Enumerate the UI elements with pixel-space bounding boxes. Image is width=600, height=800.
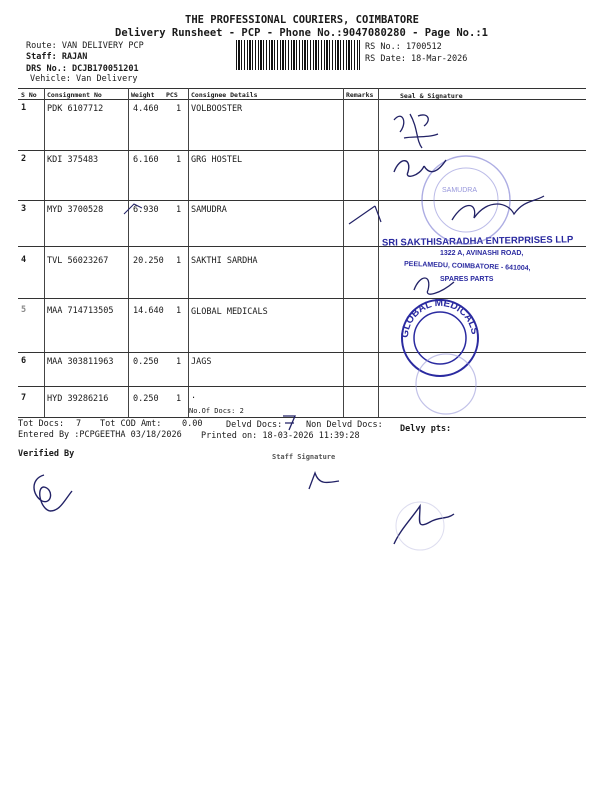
signature-row2 [390,150,450,185]
col-divider [378,88,379,418]
svg-text:GLOBAL MEDICALS [400,298,480,339]
staff-signature-label: Staff Signature [272,453,336,461]
signature-row4 [410,270,460,300]
remark-mark-row3 [345,200,385,230]
col-header-weight: Weight [131,91,155,99]
row2-weight: 6.160 [133,155,159,165]
delvd-docs-label: Delvd Docs: [226,420,283,430]
col-header-consignee: Consignee Details [191,91,258,99]
stamp-address-line1: 1322 A, AVINASHI ROAD, [440,250,524,257]
row-rule [18,298,586,299]
rs-number: RS No.: 1700512 [365,42,442,52]
entered-by: Entered By :PCPGEETHA 03/18/2026 [18,430,182,440]
weight-check-mark [120,198,150,218]
global-medicals-round-stamp [390,298,500,408]
tot-docs-value: 7 [76,419,82,429]
row5-consignment: MAA 714713505 [47,306,114,316]
tot-docs-label: Tot Docs: [18,419,65,429]
table-bottom-rule [18,417,586,418]
signature-row1 [388,108,448,153]
row5-consignee: GLOBAL MEDICALS [191,307,268,317]
row6-consignee: JAGS [191,357,212,367]
vehicle-label: Vehicle: Van Delivery [30,74,138,84]
stamp-address-line2: PEELAMEDU, COIMBATORE - 641004, [403,260,531,273]
row7-pcs: 1 [176,394,182,404]
row7-consignment: HYD 39286216 [47,394,109,404]
row-rule [18,386,586,387]
delivery-signature [390,500,460,550]
stamp-company-name: SRI SAKTHISARADHA ENTERPRISES LLP [381,234,574,249]
row1-weight: 4.460 [133,104,159,114]
col-header-consignment: Consignment No [47,91,102,99]
col-divider [343,88,344,418]
row7-weight: 0.250 [133,394,159,404]
row3-consignment: MYD 3700528 [47,205,104,215]
row2-pcs: 1 [176,155,182,165]
row3-pcs: 1 [176,205,182,215]
row6-weight: 0.250 [133,357,159,367]
table-top-rule [18,88,586,89]
row4-weight: 20.250 [133,256,164,266]
row3-weight: 6.930 [133,205,159,215]
row2-sno: 2 [21,154,27,164]
col-divider [188,88,189,418]
barcode [236,40,360,70]
row3-sno: 3 [21,204,27,214]
row4-pcs: 1 [176,256,182,266]
row7-sno: 7 [21,393,27,403]
row1-consignment: PDK 6107712 [47,104,104,114]
row5-pcs: 1 [176,306,182,316]
row2-consignee: GRG HOSTEL [191,155,243,165]
col-header-remarks: Remarks [346,91,374,99]
staff-label: Staff: RAJAN [26,52,88,62]
row6-sno: 6 [21,356,27,366]
row4-consignment: TVL 56023267 [47,256,109,266]
row1-consignee: VOLBOOSTER [191,104,243,114]
col-header-seal: Seal & Signature [400,92,463,100]
company-title: THE PROFESSIONAL COURIERS, COIMBATORE [185,14,419,26]
row-rule [18,150,586,151]
row4-consignee: SAKTHI SARDHA [191,256,258,266]
row3-consignee: SAMUDRA [191,205,227,215]
row5-weight: 14.640 [133,306,164,316]
row6-consignment: MAA 303811963 [47,357,114,367]
row5-sno: 5 [21,305,27,315]
non-delvd-label: Non Delvd Docs: [306,420,383,430]
ring-stamp-text: SAMUDRA [442,187,478,194]
stamp-address-line3: SPARES PARTS [440,276,494,283]
row4-sno: 4 [21,255,27,265]
tot-cod-value: 0.00 [182,419,203,429]
delvd-docs-handwritten [280,412,300,432]
signature-row3 [448,190,548,230]
table-header-rule [18,99,586,100]
row2-consignment: KDI 375483 [47,155,99,165]
round-stamp-text: GLOBAL MEDICALS [399,297,480,339]
row6-pcs: 1 [176,357,182,367]
verified-by-signature [24,465,79,515]
verified-by-label: Verified By [18,449,75,459]
drs-number: DRS No.: DCJB170051201 [26,64,139,74]
rs-date: RS Date: 18-Mar-2026 [365,54,468,64]
row7-consignee: . [191,391,197,401]
route-label: Route: VAN DELIVERY PCP [26,41,144,51]
printed-on: Printed on: 18-03-2026 11:39:28 [201,431,360,441]
row1-sno: 1 [21,103,27,113]
col-divider [44,88,45,418]
no-of-docs: No.Of Docs: 2 [189,407,244,415]
runsheet-subtitle: Delivery Runsheet - PCP - Phone No.:9047080280 - Page No.:1 [115,27,488,39]
delvy-pts-label: Delvy pts: [400,424,452,434]
row-rule [18,352,586,353]
staff-signature-mark [305,465,345,495]
col-header-sno: S No [21,91,37,99]
col-divider [128,88,129,418]
col-header-pcs: PCS [166,91,178,99]
row1-pcs: 1 [176,104,182,114]
tot-cod-label: Tot COD Amt: [100,419,162,429]
